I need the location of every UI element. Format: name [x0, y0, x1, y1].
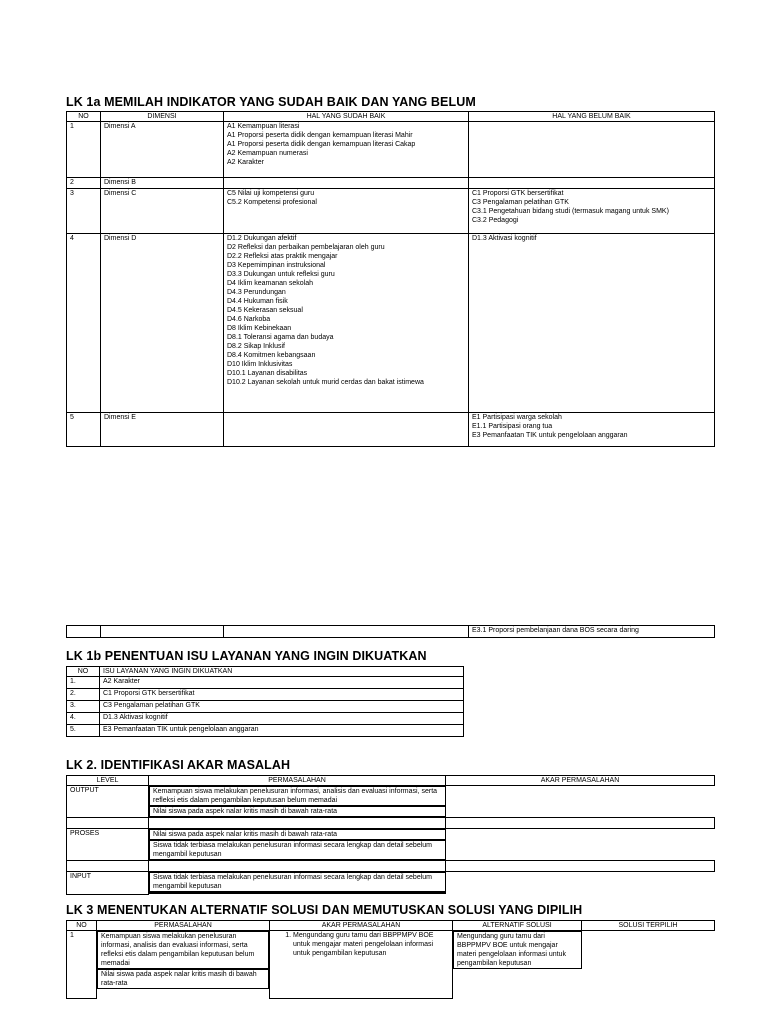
table-row: [67, 786, 715, 818]
cell-dimensi: Dimensi B: [101, 178, 224, 189]
cell-no: 5.: [67, 725, 100, 737]
cell-line: C3 Pengalaman pelatihan GTK: [472, 199, 569, 206]
cell-line: E1 Partisipasi warga sekolah: [472, 414, 562, 421]
cell-line: D8.1 Toleransi agama dan budaya: [227, 334, 334, 341]
empty-cell: [446, 861, 715, 872]
header-no: NO: [67, 112, 101, 122]
cell-line: D1.3 Aktivasi kognitif: [472, 235, 537, 242]
cell-level: PROSES: [67, 829, 149, 861]
header-terpilih: SOLUSI TERPILIH: [582, 921, 715, 931]
cell-line: D3.3 Dukungan untuk refleksi guru: [227, 271, 335, 278]
cell-isu: D1.3 Aktivasi kognitif: [100, 713, 464, 725]
cell-no: 2.: [67, 689, 100, 701]
cell-line: D4.4 Hukuman fisik: [227, 298, 288, 305]
cell-level: INPUT: [67, 872, 149, 895]
spacer-row: [67, 818, 715, 829]
cell-no: 4: [67, 234, 101, 413]
header-akar: AKAR PERMASALAHAN: [270, 921, 453, 931]
cell-no: 3.: [67, 701, 100, 713]
alternatif-list: [273, 931, 449, 958]
cell-line: D4.6 Narkoba: [227, 316, 271, 323]
cell-sudah-baik: [224, 413, 469, 447]
cell-sudah-baik: [224, 234, 469, 413]
header-belum-baik: HAL YANG BELUM BAIK: [469, 112, 715, 122]
cell-belum-baik: [469, 189, 715, 234]
cell-permasalahan: Nilai siswa pada aspek nalar kritis masih di bawah rata-rata: [149, 829, 446, 840]
cell-isu: E3 Pemanfaatan TIK untuk pengelolaan anggaran: [100, 725, 464, 737]
lk2-header-row: [67, 776, 715, 786]
cell-no: [67, 626, 101, 638]
header-no: NO: [67, 667, 100, 677]
cell-akar: Nilai siswa pada aspek nalar kritis masih di bawah rata-rata: [149, 806, 446, 817]
table-row: [67, 677, 464, 689]
empty-cell: [67, 818, 149, 829]
cell-dimensi: Dimensi A: [101, 122, 224, 178]
cell-line: D8 Iklim Kebinekaan: [227, 325, 292, 332]
table-row: [67, 872, 715, 895]
lk2-title: LK 2. IDENTIFIKASI AKAR MASALAH: [66, 758, 291, 772]
cell-akar: Nilai siswa pada aspek nalar kritis masih di bawah rata-rata: [97, 969, 269, 989]
cell-belum-baik: [469, 122, 715, 178]
cell-no: 4.: [67, 713, 100, 725]
table-row: [67, 829, 715, 861]
empty-cell: [67, 861, 149, 872]
cell-line: C5.2 Kompetensi profesional: [227, 199, 317, 206]
lk1b-title: LK 1b PENENTUAN ISU LAYANAN YANG INGIN DIKUATKAN: [66, 649, 427, 663]
header-dimensi: DIMENSI: [101, 112, 224, 122]
cell-line: D4.5 Kekerasan seksual: [227, 307, 303, 314]
cell-permasalahan: Kemampuan siswa melakukan penelusuran informasi, analisis dan evaluasi informasi, serta refleksi etis dalam pengambilan keputusan belum memadai: [149, 786, 446, 806]
empty-cell: [149, 818, 446, 829]
table-row: [67, 689, 464, 701]
lk3-title: LK 3 MENENTUKAN ALTERNATIF SOLUSI DAN MEMUTUSKAN SOLUSI YANG DIPILIH: [66, 903, 583, 917]
header-isu: ISU LAYANAN YANG INGIN DIKUATKAN: [100, 667, 464, 677]
cell-line: A1 Proporsi peserta didik dengan kemampuan literasi Mahir: [227, 132, 413, 139]
cell-line: C3.1 Pengetahuan bidang studi (termasuk magang untuk SMK): [472, 208, 669, 215]
cell-belum-baik: [469, 413, 715, 447]
cell-line: D10.1 Layanan disabilitas: [227, 370, 308, 377]
cell-belum-baik: E3.1 Proporsi pembelanjaan dana BOS secara daring: [469, 626, 715, 638]
cell-line: A1 Proporsi peserta didik dengan kemampuan literasi Cakap: [227, 141, 416, 148]
header-sudah-baik: HAL YANG SUDAH BAIK: [224, 112, 469, 122]
cell-no: 3: [67, 189, 101, 234]
cell-dimensi: Dimensi D: [101, 234, 224, 413]
table-row: [67, 713, 464, 725]
lk1a-title: LK 1a MEMILAH INDIKATOR YANG SUDAH BAIK DAN YANG BELUM: [66, 95, 476, 109]
cell-akar: Siswa tidak terbiasa melakukan penelusuran informasi secara lengkap dan detail sebelum mengambil keputusan: [149, 840, 446, 860]
cell-line: E1.1 Partisipasi orang tua: [472, 423, 553, 430]
table-row: [67, 234, 715, 413]
cell-no: 1: [67, 122, 101, 178]
lk1b-header-row: [67, 667, 464, 677]
cell-no: 5: [67, 413, 101, 447]
cell-line: D4 Iklim keamanan sekolah: [227, 280, 313, 287]
cell-line: D8.2 Sikap Inklusif: [227, 343, 285, 350]
cell-dimensi: Dimensi C: [101, 189, 224, 234]
cell-akar: [149, 892, 446, 894]
cell-dimensi: [101, 626, 224, 638]
cell-terpilih: Mengundang guru tamu dari BBPPMPV BOE untuk mengajar materi pengelolaan informasi untuk pengambilan keputusan: [453, 931, 582, 969]
cell-line: D2 Refleksi dan perbaikan pembelajaran oleh guru: [227, 244, 385, 251]
header-permasalahan: PERMASALAHAN: [97, 921, 270, 931]
cell-line: D8.4 Komitmen kebangsaan: [227, 352, 316, 359]
lk2-table: [66, 775, 715, 895]
table-row: [67, 701, 464, 713]
cell-no: 2: [67, 178, 101, 189]
cell-line: D4.3 Perundungan: [227, 289, 286, 296]
cell-line: D1.2 Dukungan afektif: [227, 235, 297, 242]
cell-level: OUTPUT: [67, 786, 149, 818]
cell-belum-baik: [469, 178, 715, 189]
header-alternatif: ALTERNATIF SOLUSI: [453, 921, 582, 931]
cell-alternatif: [270, 931, 453, 999]
table-row: [67, 931, 715, 999]
lk1b-table: [66, 666, 464, 737]
header-level: LEVEL: [67, 776, 149, 786]
table-row: [67, 122, 715, 178]
lk3-header-row: [67, 921, 715, 931]
cell-line: A2 Kemampuan numerasi: [227, 150, 308, 157]
cell-sudah-baik: [224, 122, 469, 178]
cell-line: C1 Proporsi GTK bersertifikat: [472, 190, 564, 197]
cell-line: C3.2 Pedagogi: [472, 217, 519, 224]
cell-line: D3 Kepemimpinan instruksional: [227, 262, 326, 269]
table-row: [67, 189, 715, 234]
cell-line: A2 Karakter: [227, 159, 264, 166]
cell-line: D10 Iklim Inklusivitas: [227, 361, 293, 368]
header-akar: AKAR PERMASALAHAN: [446, 776, 715, 786]
table-row: [67, 413, 715, 447]
cell-dimensi: Dimensi E: [101, 413, 224, 447]
table-row: [67, 626, 715, 638]
cell-permasalahan: Kemampuan siswa melakukan penelusuran informasi, analisis dan evaluasi informasi, serta refleksi etis dalam pengambilan keputusan belum memadai: [97, 931, 269, 969]
lk3-table: [66, 920, 715, 999]
cell-permasalahan: Siswa tidak terbiasa melakukan penelusuran informasi secara lengkap dan detail sebelum mengambil keputusan: [149, 872, 446, 892]
cell-line: C5 Nilai uji kompetensi guru: [227, 190, 315, 197]
cell-no: 1.: [67, 677, 100, 689]
cell-isu: C1 Proporsi GTK bersertifikat: [100, 689, 464, 701]
cell-isu: A2 Karakter: [100, 677, 464, 689]
alternatif-item: 1. Mengundang guru tamu dari BBPPMPV BOE untuk mengajar materi pengelolaan informasi untuk pengambilan keputusan: [293, 931, 449, 958]
table-row: [67, 178, 715, 189]
empty-cell: [149, 861, 446, 872]
header-no: NO: [67, 921, 97, 931]
cell-sudah-baik: [224, 626, 469, 638]
table-row: [67, 725, 464, 737]
cell-line: A1 Kemampuan literasi: [227, 123, 300, 130]
cell-line: D2.2 Refleksi atas praktik mengajar: [227, 253, 338, 260]
lk1a-table: [66, 111, 715, 447]
cell-line: D10.2 Layanan sekolah untuk murid cerdas dan bakat istimewa: [227, 379, 424, 386]
empty-cell: [446, 818, 715, 829]
cell-sudah-baik: [224, 178, 469, 189]
cell-no: 1: [67, 931, 97, 999]
cell-sudah-baik: [224, 189, 469, 234]
spacer-row: [67, 861, 715, 872]
header-permasalahan: PERMASALAHAN: [149, 776, 446, 786]
lk1a-continuation-table: [66, 625, 715, 638]
cell-line: E3 Pemanfaatan TIK untuk pengelolaan anggaran: [472, 432, 628, 439]
cell-isu: C3 Pengalaman pelatihan GTK: [100, 701, 464, 713]
cell-belum-baik: [469, 234, 715, 413]
lk1a-header-row: [67, 112, 715, 122]
